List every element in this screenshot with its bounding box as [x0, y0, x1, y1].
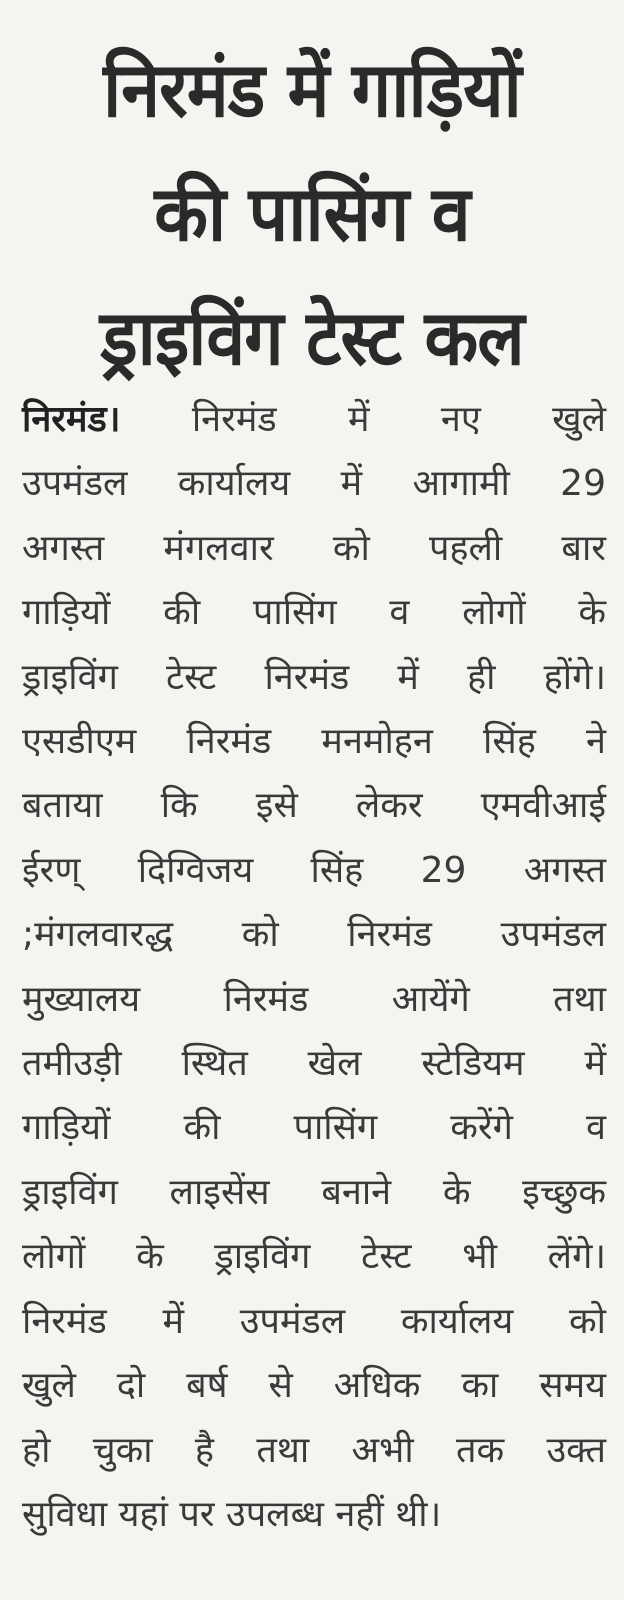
body-line-5: ड्राइविंग टेस्ट निरमंड में ही होंगे। [22, 656, 606, 698]
body-line-6: एसडीएम निरमंड मनमोहन सिंह ने [22, 721, 606, 763]
body-line-15: निरमंड में उपमंडल कार्यालय को [22, 1300, 606, 1342]
body-line-9: ;मंगलवारद्ध को निरमंड उपमंडल [22, 914, 606, 956]
body-line-1 [22, 388, 606, 452]
headline-line-3: ड्राइविंग टेस्ट कल [100, 293, 524, 382]
body-line-10: मुख्यालय निरमंड आयेंगे तथा [22, 978, 606, 1020]
body-line-12: गाड़ियों की पासिंग करेंगे व [22, 1107, 606, 1149]
body-line-16: खुले दो बर्ष से अधिक का समय [22, 1365, 606, 1407]
headline [43, 28, 580, 400]
body-line-11: तमीउड़ी स्थित खेल स्टेडियम में [22, 1043, 606, 1085]
headline-line-1: निरमंड में गाड़ियों [103, 45, 521, 134]
body-line-18: सुविधा यहां पर उपलब्ध नहीं थी। [22, 1493, 442, 1535]
body-line-2: उपमंडल कार्यालय में आगामी 29 [22, 463, 606, 505]
body-line-17: हो चुका है तथा अभी तक उक्त [22, 1429, 606, 1471]
dateline: निरमंड। [22, 399, 121, 440]
body-line-1-text: निरमंड में नए खुले [120, 399, 606, 440]
body-line-7: बताया कि इसे लेकर एमवीआई [22, 785, 606, 827]
article-body [22, 388, 606, 1547]
body-line-4: गाड़ियों की पासिंग व लोगों के [22, 592, 606, 634]
body-line-14: लोगों के ड्राइविंग टेस्ट भी लेंगे। [22, 1236, 606, 1278]
body-line-3: अगस्त मंगलवार को पहली बार [22, 527, 606, 569]
body-line-13: ड्राइविंग लाइसेंस बनाने के इच्छुक [22, 1171, 606, 1213]
headline-line-2: की पासिंग व [154, 169, 470, 258]
body-line-8: ईरण् दिग्विजय सिंह 29 अगस्त [22, 849, 606, 891]
